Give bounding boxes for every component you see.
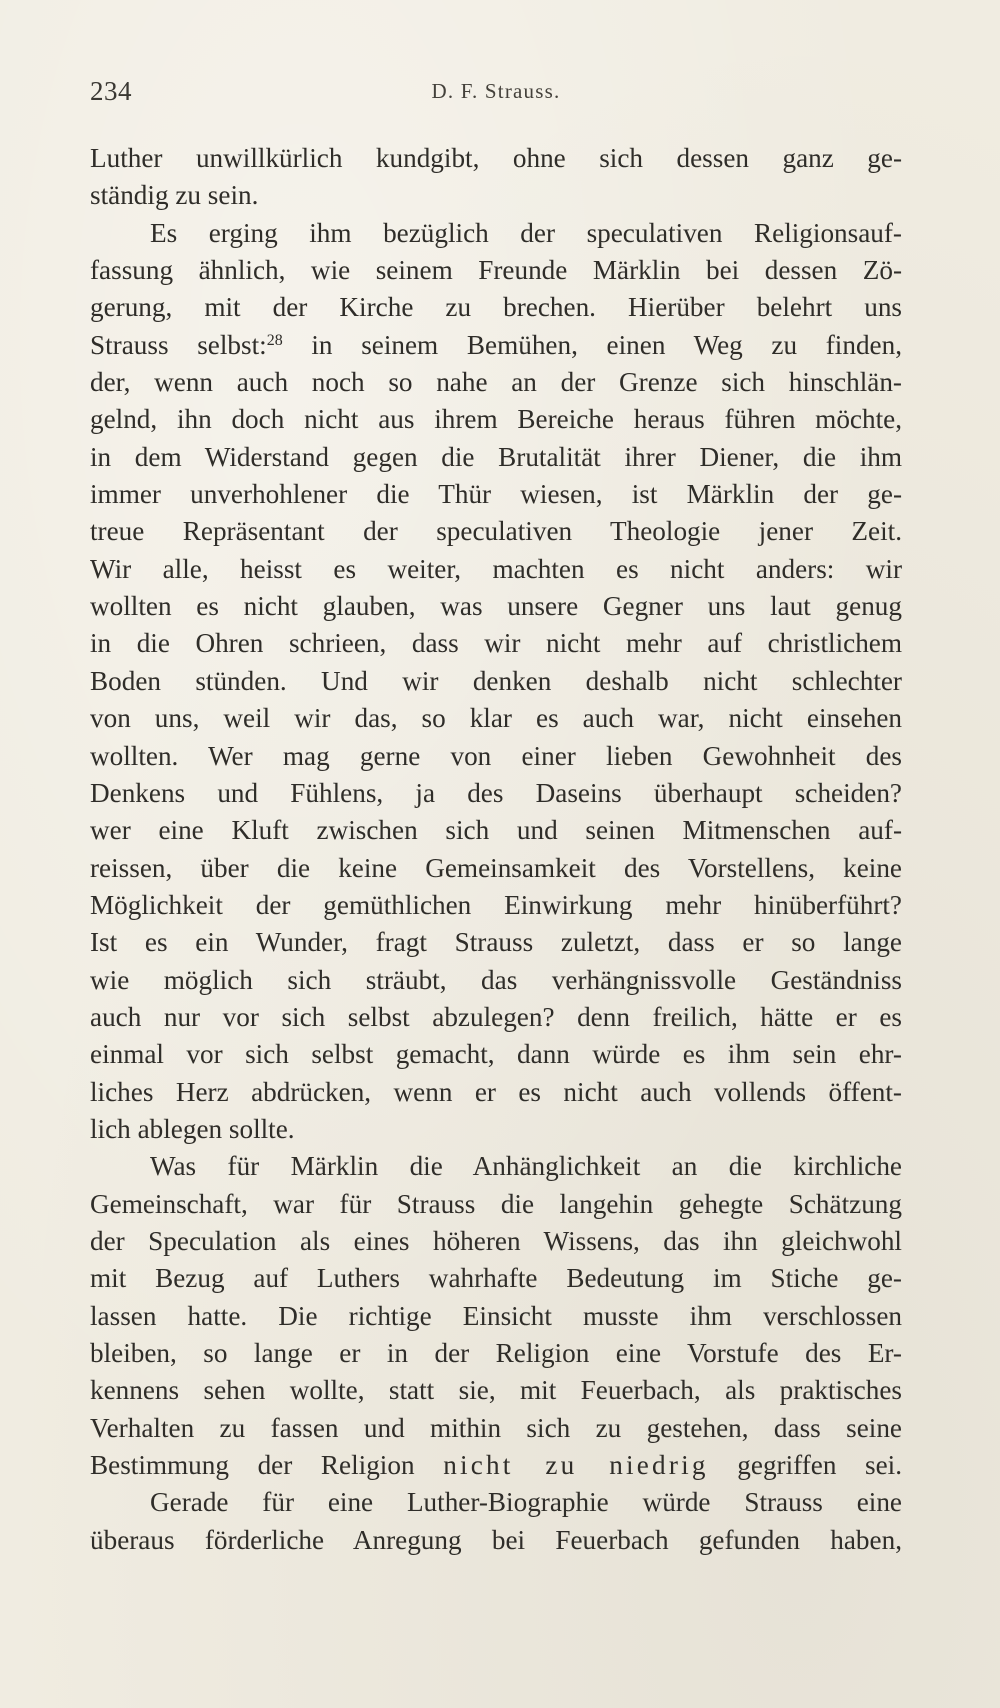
text-line: der, wenn auch noch so nahe an der Grenze sich hinschlän- [90,367,902,398]
paragraph-start-line: Was für Märklin die Anhänglichkeit an die kirchliche [150,1151,902,1182]
running-head [90,76,902,110]
text-line: wollten es nicht glauben, was unsere Gegner uns laut genug [90,591,902,622]
text-line: Verhalten zu fassen und mithin sich zu gestehen, dass seine [90,1412,902,1443]
text-line-with-emphasis [90,1447,902,1484]
text-line: überaus förderliche Anregung bei Feuerbach gefunden haben, [90,1524,902,1555]
text-line: in die Ohren schrieen, dass wir nicht mehr auf christlichem [90,628,902,659]
footnote-marker: 28 [266,331,283,349]
text-line: bleiben, so lange er in der Religion eine Vorstufe des Er- [90,1338,902,1368]
text-line: mit Bezug auf Luthers wahrhafte Bedeutung im Stiche ge- [90,1263,902,1294]
text-line: wie möglich sich sträubt, das verhängnissvolle Geständniss [90,964,902,995]
text-segment: gegriffen sei. [737,1450,903,1481]
page-number: 234 [90,76,132,106]
text-line: in dem Widerstand gegen die Brutalität ihrer Diener, die ihm [90,441,902,472]
text-line: von uns, weil wir das, so klar es auch war, nicht einsehen [90,703,902,734]
text-line: reissen, über die keine Gemeinsamkeit des Vorstellens, keine [90,852,902,883]
paragraph-start-line: Es erging ihm bezüglich der speculativen Religionsauf- [150,217,902,248]
text-line: Möglichkeit der gemüthlichen Einwirkung mehr hinüberführt? [90,889,902,920]
text-line-with-footnote [90,327,902,364]
paragraph-start-line: Gerade für eine Luther-Biographie würde Strauss eine [150,1487,902,1518]
text-line: immer unverhohlener die Thür wiesen, ist Märklin der ge- [90,479,902,510]
text-segment: in seinem Bemühen, einen Weg zu finden, [311,329,902,360]
text-line: ständig zu sein. [90,180,259,211]
text-segment: Bestimmung der Religion [90,1450,415,1481]
text-line: Boden stünden. Und wir denken deshalb nicht schlechter [90,665,902,696]
emphasized-text: nicht zu niedrig [443,1450,709,1481]
text-line: kennens sehen wollte, statt sie, mit Feuerbach, als praktisches [90,1375,902,1406]
text-line: Gemeinschaft, war für Strauss die langehin gehegte Schätzung [90,1188,902,1219]
text-segment: Strauss selbst: [90,329,267,360]
text-line: treue Repräsentant der speculativen Theologie jener Zeit. [90,516,902,547]
text-line: liches Herz abdrücken, wenn er es nicht auch vollends öffent- [90,1076,902,1107]
text-line: einmal vor sich selbst gemacht, dann würde es ihm sein ehr- [90,1039,902,1070]
text-line: fassung ähnlich, wie seinem Freunde Märklin bei dessen Zö- [90,255,902,286]
text-line: auch nur vor sich selbst abzulegen? denn freilich, hätte er es [90,1001,902,1032]
text-line: gerung, mit der Kirche zu brechen. Hierüber belehrt uns [90,292,902,323]
text-line: der Speculation als eines höheren Wissens, das ihn gleichwohl [90,1225,902,1256]
text-line: lich ablegen sollte. [90,1113,295,1144]
text-line: wollten. Wer mag gerne von einer lieben Gewohnheit des [90,740,902,771]
text-line: Wir alle, heisst es weiter, machten es nicht anders: wir [90,553,902,584]
text-line: wer eine Kluft zwischen sich und seinen Mitmenschen auf- [90,815,902,846]
body-text [90,140,902,1559]
text-line: Denkens und Fühlens, ja des Daseins überhaupt scheiden? [90,777,902,808]
text-line: gelnd, ihn doch nicht aus ihrem Bereiche heraus führen möchte, [90,404,902,435]
running-title: D. F. Strauss. [431,79,561,103]
text-line: Ist es ein Wunder, fragt Strauss zuletzt, dass er so lange [90,927,902,958]
text-line: Luther unwillkürlich kundgibt, ohne sich dessen ganz ge- [90,143,902,173]
text-line: lassen hatte. Die richtige Einsicht musste ihm verschlossen [90,1300,902,1331]
